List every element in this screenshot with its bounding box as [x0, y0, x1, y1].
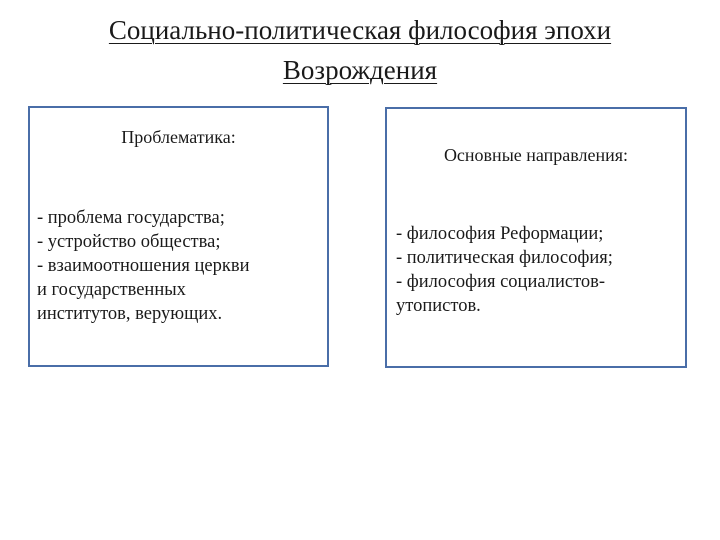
slide-title: [40, 10, 680, 90]
slide-title-line-2: Возрождения: [282, 55, 438, 85]
problems-heading: Проблематика:: [121, 127, 236, 147]
directions-box: [385, 107, 687, 368]
problems-list: [37, 206, 323, 326]
directions-list: [396, 222, 681, 318]
list-item: - философия Реформации;: [396, 224, 604, 244]
list-item: и государственных: [37, 280, 186, 300]
list-item: - взаимоотношения церкви: [37, 256, 250, 276]
directions-heading: Основные направления:: [443, 145, 629, 165]
list-item: - политическая философия;: [396, 248, 613, 268]
list-item: - философия социалистов-: [396, 272, 606, 292]
slide-title-line-1: Социально-политическая философия эпохи: [108, 15, 612, 45]
list-item: - устройство общества;: [37, 232, 221, 252]
list-item: - проблема государства;: [37, 208, 225, 228]
list-item: институтов, верующих.: [37, 304, 223, 324]
list-item: утопистов.: [396, 296, 481, 316]
problems-box: [28, 106, 329, 367]
